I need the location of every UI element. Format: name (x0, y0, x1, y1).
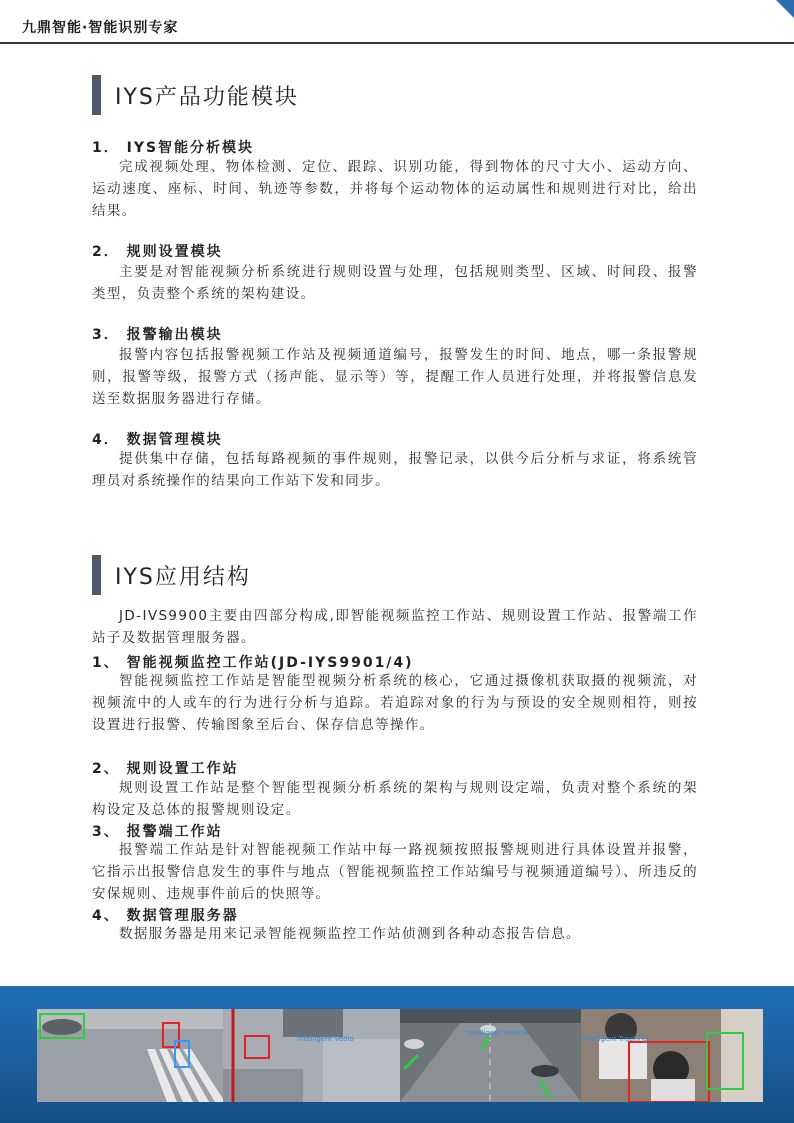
structure-heading-4: 4、 数据管理服务器 (92, 908, 239, 924)
section-heading-structure (92, 555, 251, 595)
photo-strip (37, 1009, 763, 1102)
street-crossing-image (37, 1009, 223, 1102)
heading-bar (92, 555, 101, 595)
footer-band (0, 986, 794, 1123)
structure-heading-1: 1、 智能视频监控工作站(JD-IYS9901/4) (92, 655, 414, 671)
photo-street-crossing (37, 1009, 223, 1102)
structure-text-1: 智能视频监控工作站是智能型视频分析系统的核心，它通过摄像机获取摄的视频流，对视频流中的人或车的行为进行分析与追踪。若追踪对象的行为与预设的安全规则相符，则按设置进行报警、传输图象至后台、保存信息等操作。 (92, 673, 698, 733)
module-text-4: 提供集中存储，包括每路视频的事件规则，报警记录，以供今后分析与求证，将系统管理员对系统操作的结果向工作站下发和同步。 (92, 451, 698, 489)
module-heading-2: 2． 规则设置模块 (92, 244, 223, 260)
heading-bar (92, 75, 101, 115)
structure-text-3: 报警端工作站是针对智能视频工作站中每一路视频按照报警规则进行具体设置并报警，它指示出报警信息发生的事件与地点（智能视频监控工作站编号与视频通道编号）、所违反的安保规则、违规事件前后的快照等。 (92, 842, 698, 902)
section-heading-modules (92, 75, 299, 115)
module-heading-1: 1． IYS智能分析模块 (92, 140, 255, 156)
header-corner-accent (776, 0, 794, 18)
section-title: IYS产品功能模块 (115, 84, 299, 110)
brand-title: 九鼎智能·智能识别专家 (22, 20, 179, 36)
page-header (0, 0, 794, 44)
parking-lot-image (223, 1009, 400, 1102)
photo-parking-lot (223, 1009, 400, 1102)
people-tracking-image (581, 1009, 763, 1102)
photo-highway (400, 1009, 581, 1102)
structure-text-2: 规则设置工作站是整个智能型视频分析系统的架构与规则设定端，负责对整个系统的架构设定及总体的报警规则设定。 (92, 780, 698, 818)
structure-text-4: 数据服务器是用来记录智能视频监控工作站侦测到各种动态报告信息。 (119, 926, 581, 942)
overlay-label: Intelligent Vedio (297, 1035, 354, 1043)
module-text-1: 完成视频处理、物体检测、定位、跟踪、识别功能，得到物体的尺寸大小、运动方向、运动速度、座标、时间、轨迹等参数，并将每个运动物体的运动属性和规则进行对比，给出结果。 (92, 159, 698, 219)
structure-heading-2: 2、 规则设置工作站 (92, 761, 239, 777)
photo-people-tracking (581, 1009, 763, 1102)
header-divider (0, 42, 794, 44)
section-title: IYS应用结构 (115, 564, 251, 590)
overlay-label: Intelligent Tracking (581, 1035, 648, 1043)
structure-heading-3: 3、 报警端工作站 (92, 824, 223, 840)
module-text-3: 报警内容包括报警视频工作站及视频通道编号，报警发生的时间、地点，哪一条报警规则，报警等级，报警方式（扬声能、显示等）等，提醒工作人员进行处理，并将报警信息发送至数据服务器进行存储。 (92, 347, 698, 407)
module-heading-3: 3． 报警输出模块 (92, 327, 223, 343)
module-text-2: 主要是对智能视频分析系统进行规则设置与处理，包括规则类型、区域、时间段、报警类型，负责整个系统的架构建设。 (92, 264, 698, 302)
highway-image (400, 1009, 581, 1102)
module-heading-4: 4． 数据管理模块 (92, 432, 223, 448)
structure-intro: JD-IVS9900主要由四部分构成,即智能视频监控工作站、规则设置工作站、报警端工作站子及数据管理服务器。 (92, 608, 698, 646)
overlay-label: Intelligent Vehicle (466, 1029, 529, 1037)
